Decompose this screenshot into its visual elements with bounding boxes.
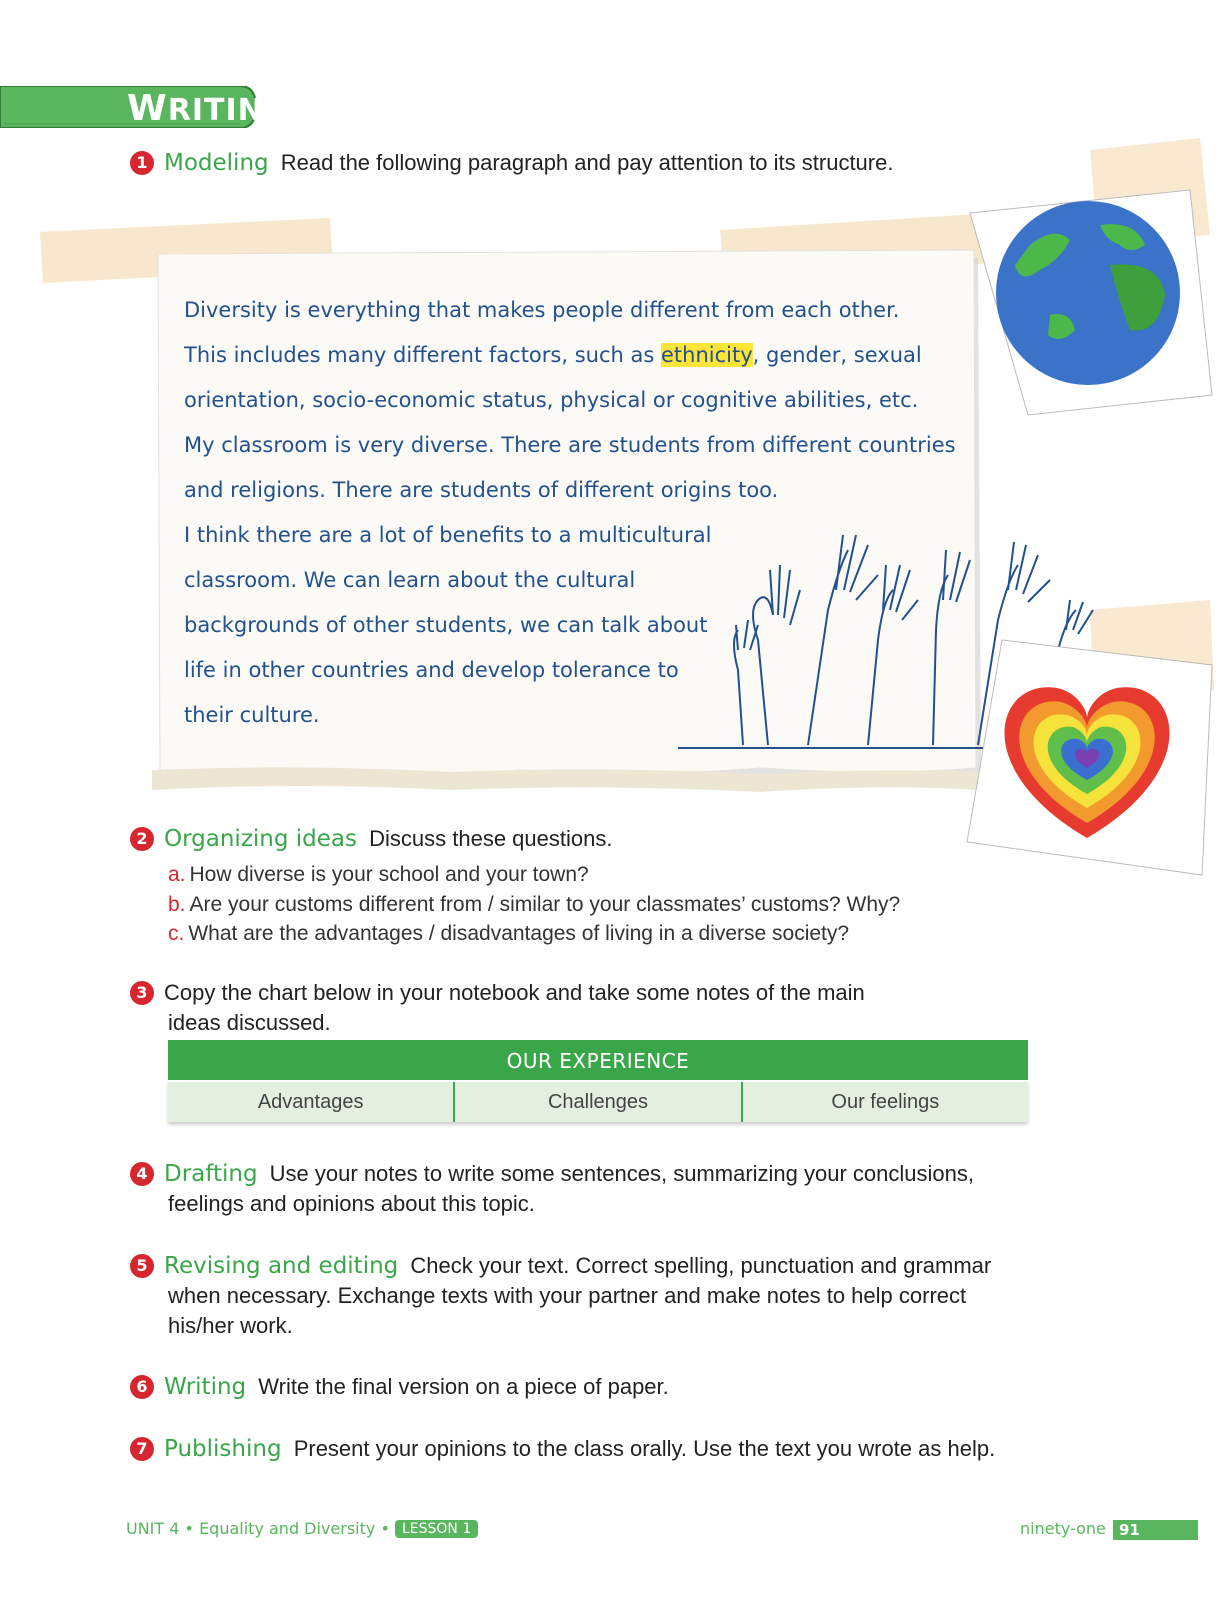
rainbow-heart-picture [962,630,1217,880]
lesson-badge: LESSON 1 [395,1520,478,1538]
model-paragraph [184,288,956,738]
experience-chart [168,1040,1028,1122]
step-text: Check your text. Correct spelling, punctuation and grammar [410,1253,992,1278]
footer-page-word: ninety-one [1020,1519,1106,1538]
chart-column-challenges: Challenges [453,1082,740,1122]
step-text: his/her work. [168,1313,293,1338]
question-item: a. How diverse is your school and your town? [168,863,589,886]
earth-picture [960,185,1220,420]
step-label: Organizing ideas [164,826,357,852]
step-text: ideas discussed. [168,1010,331,1035]
paragraph-line: backgrounds of other students, we can talk about [184,613,708,637]
step-number: 6 [130,1375,154,1399]
step-organizing-ideas [130,824,612,854]
step-writing [130,1372,669,1402]
paragraph-line: and religions. There are students of different origins too. [184,478,779,502]
chart-column-feelings: Our feelings [741,1082,1028,1122]
step-number: 5 [130,1254,154,1278]
step-text: Copy the chart below in your notebook and take some notes of the main [164,980,865,1005]
step-text: feelings and opinions about this topic. [168,1191,535,1216]
paragraph-line: life in other countries and develop tolerance to [184,658,679,682]
question-item: b. Are your customs different from / similar to your classmates’ customs? Why? [168,892,901,916]
footer-unit: UNIT 4 [126,1519,180,1538]
chart-column-advantages: Advantages [257,1091,364,1113]
step-label: Writing [164,1374,247,1400]
paragraph-line: Diversity is everything that makes people different from each other. [184,298,900,322]
step-number: 1 [130,151,154,175]
step-text: Present your opinions to the class orally. Use the text you wrote as help. [293,1436,996,1461]
page-number: 91 [1113,1520,1198,1540]
footer-topic: Equality and Diversity [199,1519,376,1538]
step-label: Modeling [164,150,269,176]
step-copy-chart [130,978,865,1038]
highlighted-word: ethnicity [660,343,753,367]
step-text: Use your notes to write some sentences, summarizing your conclusions, [269,1161,974,1186]
section-title: WRITING [127,88,290,129]
step-label: Revising and editing [164,1253,399,1279]
footer-bullet: • [380,1519,390,1538]
step-text: when necessary. Exchange texts with your partner and make notes to help correct [168,1283,967,1308]
paragraph-line: My classroom is very diverse. There are students from different countries [184,433,956,457]
step-label: Publishing [164,1436,282,1462]
chart-header: OUR EXPERIENCE [168,1040,1028,1080]
step-number: 2 [130,827,154,851]
paragraph-line: This includes many different factors, such as ethnicity, gender, sexual [184,343,922,367]
chart-columns [168,1080,1028,1122]
step-text: Read the following paragraph and pay attention to its structure. [280,150,894,175]
step-drafting [130,1159,974,1219]
paragraph-line: classroom. We can learn about the cultural [184,568,636,592]
step-publishing [130,1434,995,1464]
step-number: 4 [130,1162,154,1186]
step-number: 7 [130,1437,154,1461]
paragraph-line: I think there are a lot of benefits to a multicultural [184,523,712,547]
footer-bullet: • [184,1519,194,1538]
step-text: Write the final version on a piece of paper. [258,1374,669,1399]
paragraph-line: orientation, socio-economic status, physical or cognitive abilities, etc. [184,388,919,412]
paragraph-line: their culture. [184,703,320,727]
step-label: Drafting [164,1161,258,1187]
step-number: 3 [130,981,154,1005]
question-item: c. What are the advantages / disadvantages of living in a diverse society? [168,922,850,945]
footer-unit-info [126,1519,478,1538]
step-revising-editing [130,1251,991,1341]
step-text: Discuss these questions. [369,826,613,851]
question-list [168,860,900,949]
